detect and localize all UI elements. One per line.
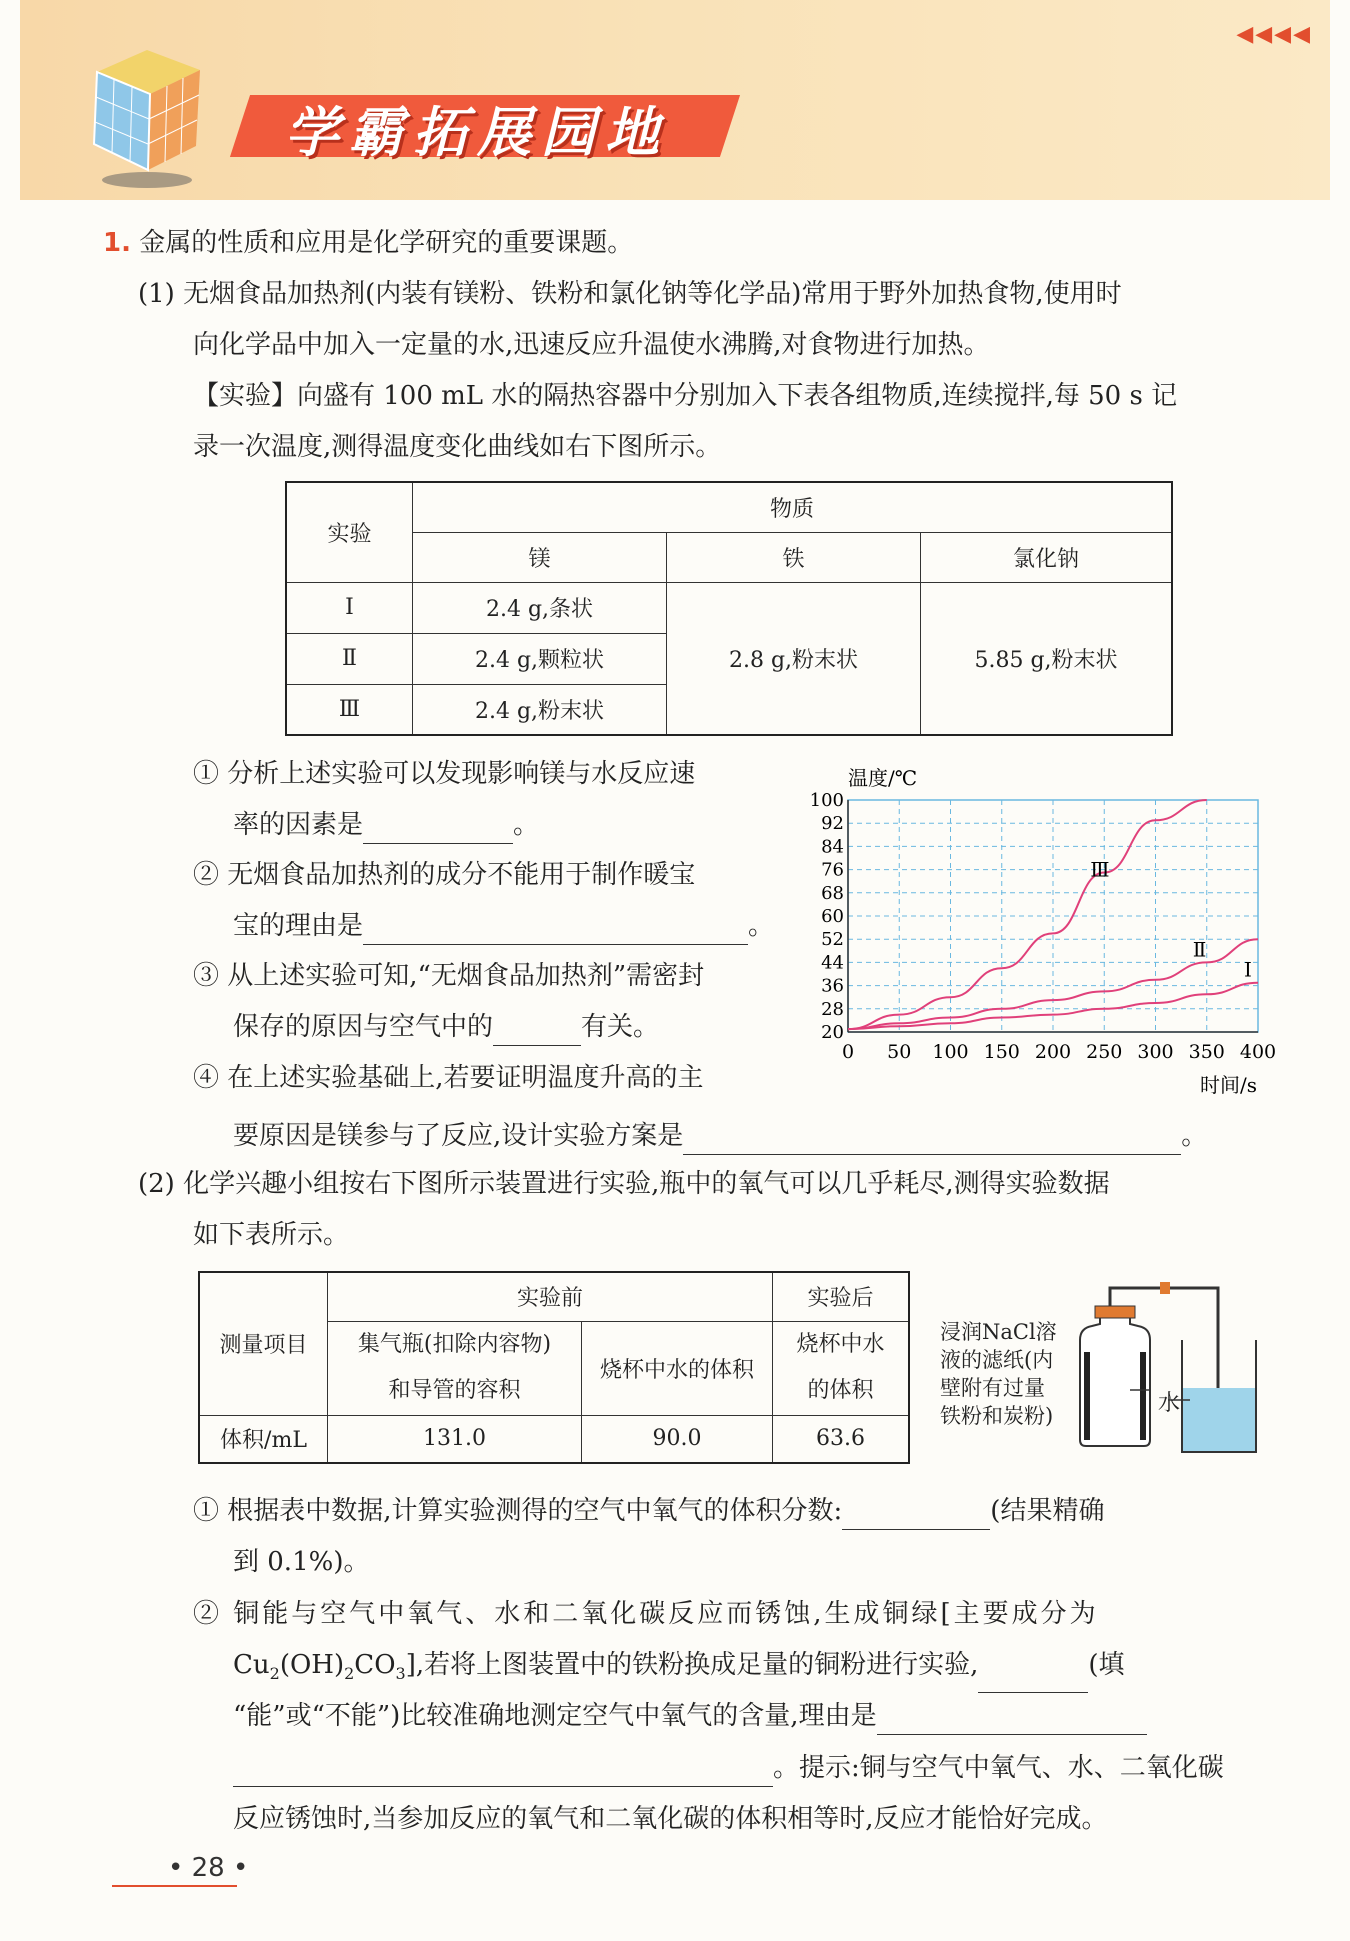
subq3-line1: ③ 从上述实验可知,“无烟食品加热剂”需密封 [193, 961, 705, 991]
y-tick-label: 92 [821, 813, 844, 835]
row-label: Ⅰ [286, 582, 413, 633]
y-tick-label: 44 [821, 952, 844, 974]
subq-b1-line1: ① 根据表中数据,计算实验测得的空气中氧气的体积分数: (结果精确 [193, 1492, 1104, 1530]
subq2-line2: 宝的理由是 。 [233, 907, 774, 945]
subq1-line2: 率的因素是 。 [233, 806, 539, 844]
periodic-cube-icon [82, 42, 212, 192]
subq-b2-line2: $Cu_2(OH)_2CO_3$],若将上图装置中的铁粉换成足量的铜粉进行实验, (填 [233, 1646, 1125, 1693]
part1-line2: 向化学品中加入一定量的水,迅速反应升温使水沸腾,对食物进行加热。 [193, 330, 990, 360]
page-number: • 28 • [168, 1853, 249, 1883]
question-1-stem [103, 224, 633, 262]
series-line [848, 800, 1207, 1029]
header-mg: 镁 [413, 532, 667, 582]
answer-blank[interactable] [363, 815, 513, 844]
header-before: 实验前 [328, 1272, 773, 1321]
clip-icon [1160, 1282, 1170, 1294]
arrows-icon: ◀◀◀◀ [1236, 22, 1312, 47]
header-bottle-volume: 集气瓶(扣除内容物) 和导管的容积 [328, 1321, 582, 1415]
x-tick-label: 0 [841, 1041, 855, 1063]
y-tick-label: 52 [821, 929, 844, 951]
answer-blank[interactable] [233, 1758, 773, 1787]
header-nacl: 氯化钠 [921, 532, 1173, 582]
subq3-text: 保存的原因与空气中的 [233, 1012, 494, 1042]
x-tick-label: 400 [1239, 1041, 1277, 1063]
subq4-line2: 要原因是镁参与了反应,设计实验方案是 。 [233, 1117, 1207, 1155]
x-tick-label: 50 [887, 1041, 912, 1063]
row-label: Ⅱ [286, 633, 413, 684]
subq-b2-line4: 。提示:铜与空气中氧气、水、二氧化碳 [233, 1749, 1224, 1787]
series-label: Ⅰ [1244, 957, 1252, 982]
subq-b1-line2: 到 0.1%)。 [233, 1547, 370, 1577]
gas-bottle-icon [1080, 1306, 1150, 1446]
header-substance: 物质 [413, 482, 1173, 532]
x-tick-label: 300 [1137, 1041, 1174, 1063]
experiment-line2: 录一次温度,测得温度变化曲线如右下图所示。 [193, 432, 722, 462]
header-item: 测量项目 [199, 1272, 328, 1415]
y-tick-label: 100 [809, 790, 844, 811]
x-tick-label: 150 [983, 1041, 1020, 1063]
subq-b2-line1: ② 铜能与空气中氧气、水和二氧化碳反应而锈蚀,生成铜绿[主要成分为 [193, 1599, 1099, 1629]
subq4-line1: ④ 在上述实验基础上,若要证明温度升高的主 [193, 1063, 704, 1093]
row-label: Ⅲ [286, 684, 413, 735]
y-tick-label: 76 [821, 859, 844, 881]
answer-blank[interactable] [978, 1664, 1088, 1693]
page-title: 学霸拓展园地 [285, 101, 669, 164]
volume-table [198, 1271, 910, 1464]
header-beaker-water: 烧杯中水的体积 [582, 1321, 773, 1415]
experiment-line1: 【实验】向盛有 100 mL 水的隔热容器中分别加入下表各组物质,连续搅拌,每 50 s 记 [193, 381, 1178, 411]
subq-b2-line5: 反应锈蚀时,当参加反应的氧气和二氧化碳的体积相等时,反应才能恰好完成。 [233, 1804, 1108, 1834]
page-number-rule [112, 1885, 237, 1887]
x-axis-label: 时间/s [1200, 1073, 1258, 1097]
mg-cell: 2.4 g,条状 [413, 582, 667, 633]
x-tick-label: 200 [1034, 1041, 1072, 1063]
answer-blank[interactable] [493, 1017, 581, 1046]
subq2-line1: ② 无烟食品加热剂的成分不能用于制作暖宝 [193, 860, 696, 890]
part2-line1: (2) 化学兴趣小组按右下图所示装置进行实验,瓶中的氧气可以几乎耗尽,测得实验数据 [138, 1169, 1110, 1199]
fe-cell: 2.8 g,粉末状 [667, 582, 921, 735]
y-tick-label: 60 [821, 906, 844, 927]
header-fe: 铁 [667, 532, 921, 582]
part1-line1: (1) 无烟食品加热剂(内装有镁粉、铁粉和氯化钠等化学品)常用于野外加热食物,使用时 [138, 279, 1122, 309]
question-stem-text: 金属的性质和应用是化学研究的重要课题。 [139, 228, 634, 258]
x-tick-label: 100 [932, 1041, 969, 1063]
x-tick-label: 350 [1188, 1041, 1225, 1063]
mg-cell: 2.4 g,颗粒状 [413, 633, 667, 684]
header-experiment: 实验 [286, 482, 413, 582]
apparatus-diagram [1050, 1280, 1290, 1460]
subq1-text: 率的因素是 [233, 810, 364, 840]
question-number: 1. [103, 228, 131, 258]
subq-b2-line3: “能”或“不能”)比较准确地测定空气中氧气的含量,理由是 [233, 1697, 1147, 1735]
water-label: 水 [1158, 1391, 1181, 1416]
value-cell: 90.0 [582, 1415, 773, 1463]
plot-frame [848, 800, 1258, 1032]
answer-blank[interactable] [683, 1126, 1181, 1155]
value-cell: 131.0 [328, 1415, 582, 1463]
subq2-text: 宝的理由是 [233, 911, 364, 941]
temperature-chart [790, 760, 1290, 1100]
y-tick-label: 84 [821, 836, 844, 858]
apparatus-label: 浸润NaCl溶 液的滤纸(内 壁附有过量 铁粉和炭粉) [940, 1320, 1057, 1428]
subq4-text: 要原因是镁参与了反应,设计实验方案是 [233, 1121, 684, 1151]
y-tick-label: 68 [821, 882, 844, 904]
subq1-line1: ① 分析上述实验可以发现影响镁与水反应速 [193, 759, 696, 789]
answer-blank[interactable] [363, 916, 748, 945]
nacl-cell: 5.85 g,粉末状 [921, 582, 1173, 735]
value-cell: 63.6 [773, 1415, 910, 1463]
subq3-line2 [233, 1008, 659, 1046]
answer-blank[interactable] [877, 1706, 1147, 1735]
header-after: 实验后 [773, 1272, 910, 1321]
mg-cell: 2.4 g,粉末状 [413, 684, 667, 735]
header-beaker-after: 烧杯中水 的体积 [773, 1321, 910, 1415]
answer-blank[interactable] [842, 1501, 990, 1530]
plot-area [810, 790, 1276, 1063]
row-label: 体积/mL [199, 1415, 328, 1463]
y-tick-label: 28 [821, 998, 844, 1020]
y-axis-label: 温度/℃ [848, 766, 918, 790]
part2-line2: 如下表所示。 [193, 1220, 350, 1250]
y-tick-label: 36 [821, 975, 844, 997]
series-label: Ⅱ [1192, 937, 1207, 962]
substance-table [285, 481, 1173, 736]
beaker-icon [1168, 1340, 1256, 1452]
series-label: Ⅲ [1090, 857, 1110, 882]
y-tick-label: 20 [821, 1022, 844, 1043]
subq3-end: 有关。 [581, 1012, 660, 1042]
x-tick-label: 250 [1086, 1041, 1123, 1063]
